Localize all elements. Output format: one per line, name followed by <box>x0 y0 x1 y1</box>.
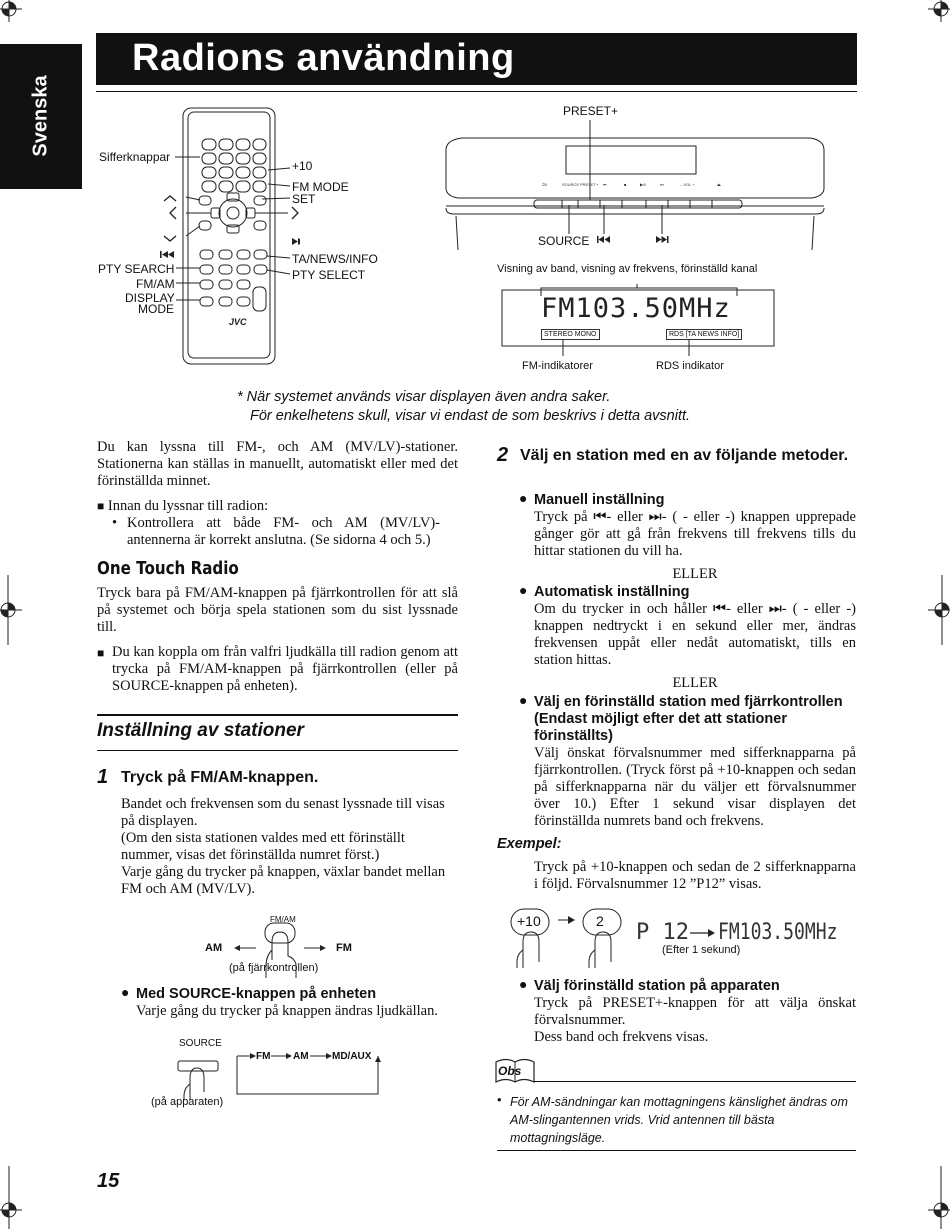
svg-text:– VOL +: – VOL + <box>680 182 695 187</box>
label-display: DISPLAY <box>125 291 175 305</box>
manual-bullet-dot: ● <box>519 492 528 507</box>
display-caption: Visning av band, visning av frekvens, förinställd kanal <box>497 263 758 275</box>
label-preset-plus: PRESET+ <box>563 104 619 118</box>
svg-text:■: ■ <box>624 182 627 187</box>
remote-brand: JVC <box>229 317 247 327</box>
label-rds-indicator: RDS indikator <box>656 360 724 372</box>
preset-unit-bullet-dot: ● <box>519 978 528 993</box>
remote-control-illustration <box>150 100 300 370</box>
key-2: 2 <box>596 913 604 929</box>
label-fm-am: FM/AM <box>136 277 175 291</box>
svg-text:▶/‖: ▶/‖ <box>640 182 646 187</box>
obs-text: För AM-sändningar kan mottagningens känslighet ändras om AM-slingantennen vrids. Vrid antennen till bästa mottagningsläge. <box>510 1095 848 1145</box>
section-rule-top <box>97 714 458 716</box>
fmam-button-label: FM/AM <box>270 915 296 924</box>
source-bullet-dot: ● <box>121 986 130 1001</box>
intro-paragraph: Du kan lyssna till FM-, och AM (MV/LV)-stationer. Stationerna kan ställas in manuellt, automatiskt eller med det förinställda minnet. <box>97 439 458 489</box>
title-rule <box>96 91 857 92</box>
obs-label: Obs <box>498 1064 522 1078</box>
svg-text:⏻/I: ⏻/I <box>542 182 548 187</box>
obs-rule-top <box>534 1081 856 1082</box>
rds-box: RDS [TA NEWS INFO] <box>666 329 742 340</box>
step1-number: 1 <box>97 766 109 788</box>
label-pty-search: PTY SEARCH <box>98 262 175 276</box>
source-button-label: SOURCE <box>179 1038 222 1049</box>
before-head: Innan du lyssnar till radion: <box>107 498 269 514</box>
step1-paragraph: Bandet och frekvensen som du senast lyssnade till visas på displayen. (Om den sista stationen valdes med ett förinställt nummer, visas det förinställda numret först.) Varje gång du trycker på knappen, växlar bandet mellan FM och AM (MV/LV). <box>121 796 446 897</box>
note-line-2: För enkelhetens skull, visar vi endast de som beskrivs i detta avsnitt. <box>250 408 691 424</box>
step2-title: Välj en station med en av följande metoder. <box>520 447 849 464</box>
section-rule-bottom <box>97 750 458 751</box>
before-bullet-dot: • <box>112 515 118 531</box>
label-ta-news-info: TA/NEWS/INFO <box>292 252 378 266</box>
page-title-bar <box>96 33 857 85</box>
auto-paragraph: Om du trycker in och håller ⏮- eller ⏭- ( - eller -) knappen nedtryckt i en sekund eller mer, ändras frekvensen uppåt eller nedåt automatiskt, tills en station hittas. <box>534 601 856 668</box>
preset-unit-head: Välj förinställd station på apparaten <box>534 978 780 994</box>
example-after-label: (Efter 1 sekund) <box>662 944 741 956</box>
note-line-1: * När systemet används visar displayen även andra saker. <box>237 389 611 405</box>
manual-head: Manuell inställning <box>534 492 665 508</box>
or-separator-1: ELLER <box>672 566 718 582</box>
preset-remote-bullet-dot: ● <box>519 694 528 709</box>
page-title: Radions användning <box>132 37 515 79</box>
svg-text:SOURCE: SOURCE <box>562 182 580 187</box>
preset-remote-paragraph: Välj önskat förvalsnummer med sifferknapparna på fjärrkontrollen. (Tryck först på +10-knappen och sedan på sifferknapparna när du väljer ett förvalsnummer över 10.) Efter 1 sekund visar displayen det förinställda numrets band och frekvens. <box>534 745 856 829</box>
preset-remote-head: Välj en förinställd station med fjärrkontrollen (Endast möjligt efter det att stationer förinställts) <box>534 694 843 744</box>
step2-number: 2 <box>497 444 509 466</box>
cycle-mdaux: MD/AUX <box>332 1051 372 1062</box>
otr-bullet-square: ■ <box>97 646 105 660</box>
reg-mark-top-left <box>0 0 22 22</box>
language-label: Svenska <box>29 75 52 157</box>
reg-mark-mid-left <box>0 575 22 645</box>
display-readout: FM103.50MHz <box>541 293 731 324</box>
reg-mark-bottom-right <box>928 1166 950 1229</box>
section-title: Inställning av stationer <box>97 720 304 741</box>
main-unit-illustration <box>440 115 830 255</box>
before-listening: ■ Innan du lyssnar till radion: <box>97 498 269 514</box>
cycle-am: AM <box>293 1051 309 1062</box>
auto-bullet-dot: ● <box>519 584 528 599</box>
cycle-fm: FM <box>256 1051 271 1062</box>
reg-mark-bottom-left <box>0 1166 22 1229</box>
key-plus10: +10 <box>517 913 541 929</box>
svg-text:⏮: ⏮ <box>603 182 607 187</box>
label-source: SOURCE <box>538 234 590 248</box>
label-am: AM <box>205 942 223 954</box>
label-mode: MODE <box>138 302 174 316</box>
auto-head: Automatisk inställning <box>534 584 690 600</box>
preset-unit-paragraph-2: Dess band och frekvens visas. <box>534 1029 709 1045</box>
page-number: 15 <box>97 1170 120 1192</box>
svg-text:PRESET+: PRESET+ <box>580 182 599 187</box>
otr-paragraph-1: Tryck bara på FM/AM-knappen på fjärrkontrollen för att slå på systemet och börja spela stationen som du sist lyssnade till. <box>97 585 458 635</box>
manual-paragraph: Tryck på ⏮- eller ⏭- ( - eller -) knappen upprepade gånger gör att gå från frekvens till frekvens tills du hittar stationen du vill ha. <box>534 509 856 559</box>
label-fm-indicators: FM-indikatorer <box>522 360 593 372</box>
label-on-remote: (på fjärrkontrollen) <box>229 962 319 974</box>
obs-bullet: • <box>497 1093 502 1107</box>
preset-unit-paragraph-1: Tryck på PRESET+-knappen för att välja önskat förvalsnummer. <box>534 995 856 1028</box>
svg-text:⏭: ⏭ <box>660 182 664 187</box>
stereo-mono-box: STEREO MONO <box>541 329 600 340</box>
label-number-keys: Sifferknappar <box>99 150 171 164</box>
or-separator-2: ELLER <box>672 675 718 691</box>
label-set: SET <box>292 192 316 206</box>
example-arrow <box>690 926 716 940</box>
label-on-unit: (på apparaten) <box>151 1096 224 1108</box>
language-tab <box>0 44 82 189</box>
example-paragraph: Tryck på +10-knappen och sedan de 2 sifferknapparna i följd. Förvalsnummer 12 ”P12” visas. <box>534 859 856 892</box>
example-freq-readout: FM103.50MHz <box>718 920 838 945</box>
reg-mark-top-right <box>928 0 950 22</box>
svg-text:⏏: ⏏ <box>717 182 721 187</box>
source-paragraph: Varje gång du trycker på knappen ändras ljudkällan. <box>136 1003 438 1019</box>
obs-rule-bottom <box>497 1150 856 1151</box>
label-pty-select: PTY SELECT <box>292 268 366 282</box>
source-head: Med SOURCE-knappen på enheten <box>136 986 377 1002</box>
step1-title: Tryck på FM/AM-knappen. <box>121 769 319 786</box>
example-head: Exempel: <box>497 836 562 852</box>
otr-paragraph-2: Du kan koppla om från valfri ljudkälla till radion genom att trycka på FM/AM-knappen på fjärrkontrollen (eller på SOURCE-knappen på enheten). <box>112 644 458 694</box>
otr-title: One Touch Radio <box>97 558 239 579</box>
label-plus10: +10 <box>292 159 313 173</box>
reg-mark-mid-right <box>928 575 950 645</box>
before-item: Kontrollera att både FM- och AM (MV/LV)-antennerna är korrekt anslutna. (Se sidorna 4 och 5.) <box>127 515 440 548</box>
example-preset-readout: P 12 <box>636 920 689 945</box>
label-fm-mode: FM MODE <box>292 180 349 194</box>
label-fm: FM <box>336 942 352 954</box>
